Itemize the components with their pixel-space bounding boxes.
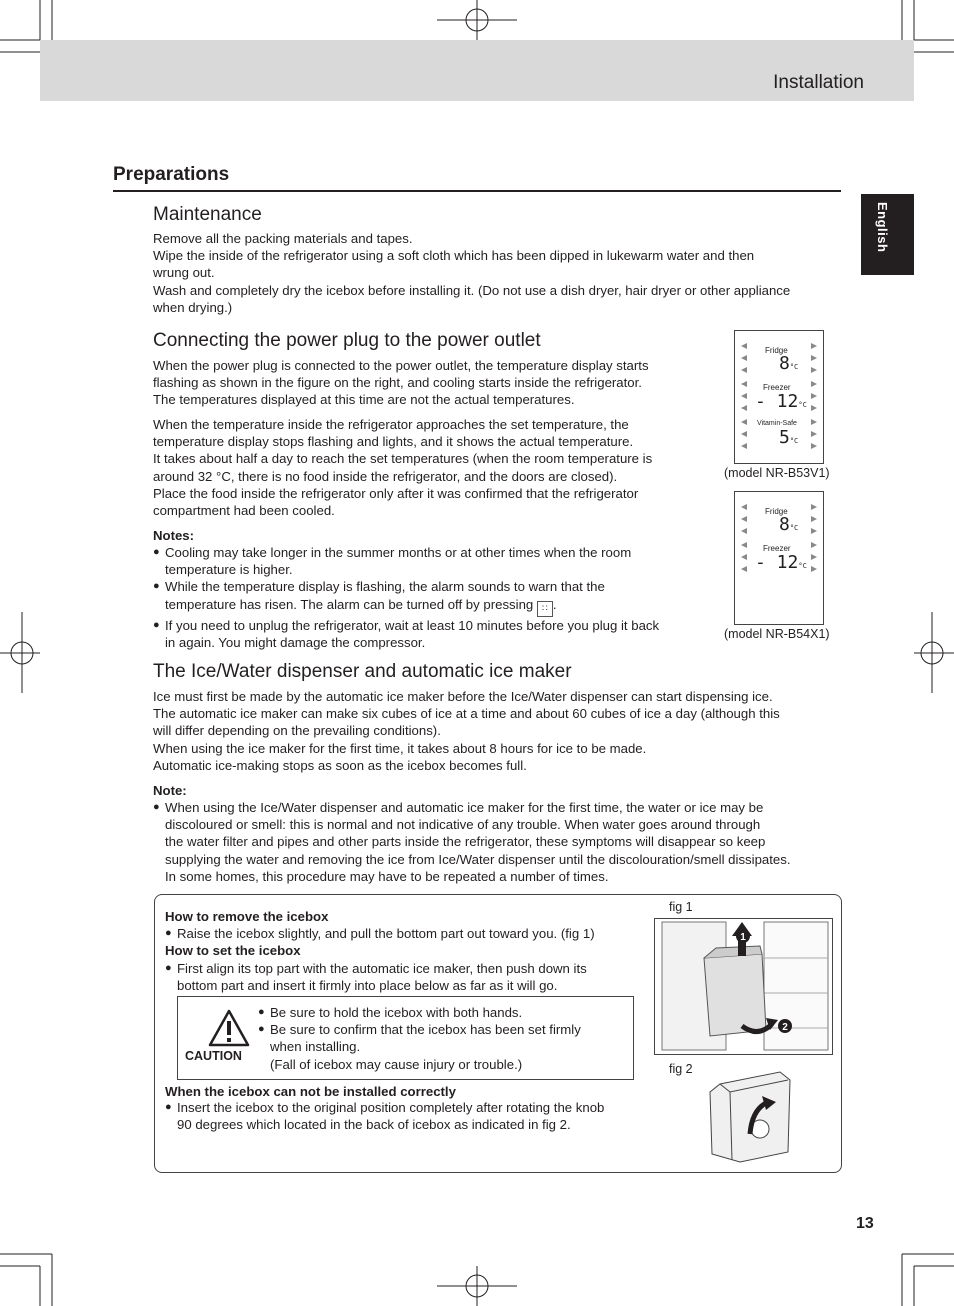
note-item: ● When using the Ice/Water dispenser and automatic ice maker for the first time, the water or ice may be discoloured or smell: this is normal and not indicative of any trouble. When water goes around through the water filter and pipes and other parts inside the refrigerator, these symptoms will disappear so keep supplying the water and removing the ice from Ice/Water dispenser until the discolouration/smell dissipates. In some homes, this procedure may have to be repeated a number of times. [153, 799, 848, 885]
alarm-key-icon: ∷ [537, 601, 553, 617]
display-value: 8°C [779, 514, 799, 535]
maintenance-text: Remove all the packing materials and tapes. Wipe the inside of the refrigerator using a soft cloth which has been dipped in lukewarm water and then wrung out. Wash and completely dry the icebox before installing it. (Do not use a dish dryer, hair dryer or other appliance when drying.) [153, 231, 791, 315]
set-list: ● First align its top part with the automatic ice maker, then push down its bottom part and insert it firmly into place below as far as it will go. [165, 960, 645, 994]
fig1-step2-badge: 2 [782, 1022, 788, 1033]
note-item: ● While the temperature display is flashing, the alarm sounds to warn that the temperature has risen. The alarm can be turned off by pressing ∷ . [153, 578, 713, 616]
display-nr-b53v1 [734, 330, 824, 464]
maintenance-heading: Maintenance [153, 204, 262, 225]
display-value: 5°C [779, 427, 799, 448]
ice-note-list [153, 799, 848, 885]
display-label: Fridge [765, 507, 788, 516]
power-heading: Connecting the power plug to the power outlet [153, 330, 541, 351]
display-value: - 12°C [755, 552, 807, 573]
display-value: 8°C [779, 353, 799, 374]
notes-list [153, 544, 713, 651]
set-title: How to set the icebox [165, 943, 301, 958]
fig1-illustration [654, 918, 833, 1055]
notes-label: Notes: [153, 528, 195, 543]
page-number: 13 [856, 1215, 874, 1232]
display-label: Fridge [765, 346, 788, 355]
incorrect-title: When the icebox can not be installed correctly [165, 1084, 456, 1099]
fig2-illustration [700, 1064, 800, 1166]
display-nr-b54x1 [734, 491, 824, 625]
caution-label: CAUTION [185, 1049, 242, 1063]
remove-title: How to remove the icebox [165, 909, 329, 924]
note-item: ● Cooling may take longer in the summer months or at other times when the room temperature is higher. [153, 544, 713, 578]
fig2-label: fig 2 [669, 1062, 693, 1076]
header-title: Installation [773, 72, 864, 93]
caution-box [177, 996, 634, 1080]
display-caption: (model NR-B53V1) [724, 466, 830, 480]
language-tab-label: English [875, 202, 890, 253]
power-para2: When the temperature inside the refrigerator approaches the set temperature, the temperature display stops flashing and lights, and it shows the actual temperature. It takes about half a day to reach the set temperatures (when the room temperature is around 32 °C, there is no food inside the refrigerator, and the doors are closed). Place the food inside the refrigerator only after it was confirmed that the refrigerator compartment had been cooled. [153, 417, 653, 519]
language-tab [861, 194, 914, 275]
incorrect-list: ● Insert the icebox to the original position completely after rotating the knob 90 degrees which located in the back of icebox as indicated in fig 2. [165, 1099, 655, 1133]
display-label: Freezer [763, 544, 791, 553]
fig1-step1-badge: 1 [740, 932, 746, 943]
display-label: Freezer [763, 383, 791, 392]
remove-list: ● Raise the icebox slightly, and pull the bottom part out toward you. (fig 1) [165, 925, 645, 942]
section-rule [113, 190, 841, 192]
warning-icon [208, 1009, 250, 1047]
caution-list: ● Be sure to hold the icebox with both hands. ● Be sure to confirm that the icebox has been set firmly when installing. (Fall of icebox may cause injury or trouble.) [258, 1004, 623, 1073]
section-title: Preparations [113, 164, 230, 185]
display-caption: (model NR-B54X1) [724, 627, 830, 641]
display-label: Vitamin-Safe [757, 420, 797, 427]
power-para1: When the power plug is connected to the power outlet, the temperature display starts flashing as shown in the figure on the right, and cooling starts inside the refrigerator. The temperatures displayed at this time are not the actual temperatures. [153, 358, 649, 408]
fig1-label: fig 1 [669, 900, 693, 914]
display-value: - 12°C [755, 391, 807, 412]
note-item: ● If you need to unplug the refrigerator, wait at least 10 minutes before you plug it back in again. You might damage the compressor. [153, 617, 713, 651]
ice-heading: The Ice/Water dispenser and automatic ice maker [153, 661, 572, 682]
ice-note-label: Note: [153, 783, 187, 798]
ice-text: Ice must first be made by the automatic ice maker before the Ice/Water dispenser can start dispensing ice. The automatic ice maker can make six cubes of ice at a time and about 60 cubes of ice a day (although this will differ depending on the prevailing conditions). When using the ice maker for the first time, it takes about 8 hours for ice to be made. Automatic ice-making stops as soon as the icebox becomes full. [153, 689, 780, 773]
